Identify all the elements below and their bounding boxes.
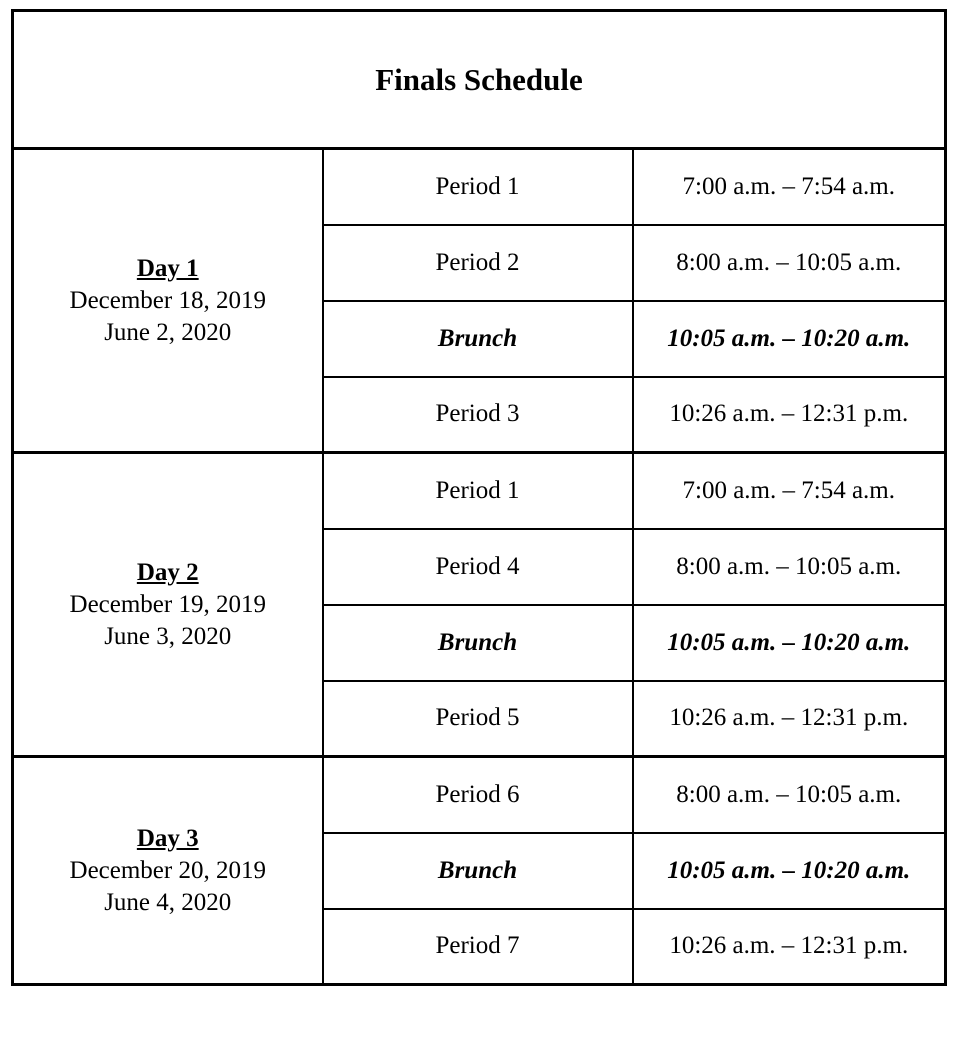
finals-schedule-table [11, 9, 947, 986]
day-name: Day 2 [136, 558, 199, 586]
time-range: 8:00 a.m. – 10:05 a.m. [633, 757, 946, 833]
day-name: Day 1 [136, 254, 199, 282]
period-label: Period 2 [323, 225, 633, 301]
day-name: Day 3 [136, 824, 199, 852]
time-range: 7:00 a.m. – 7:54 a.m. [633, 453, 946, 529]
day-date: December 19, 2019 [69, 590, 266, 618]
time-range: 8:00 a.m. – 10:05 a.m. [633, 529, 946, 605]
period-label: Period 5 [323, 681, 633, 757]
period-label: Period 4 [323, 529, 633, 605]
schedule-row [13, 149, 946, 225]
time-range: 10:05 a.m. – 10:20 a.m. [633, 301, 946, 377]
brunch-label: Brunch [323, 301, 633, 377]
day-date: December 20, 2019 [69, 856, 266, 884]
day-date: June 4, 2020 [104, 888, 232, 916]
day-cell [13, 453, 323, 757]
time-range: 10:26 a.m. – 12:31 p.m. [633, 377, 946, 453]
period-label: Period 6 [323, 757, 633, 833]
period-label: Period 1 [323, 149, 633, 225]
brunch-label: Brunch [323, 605, 633, 681]
period-label: Period 1 [323, 453, 633, 529]
brunch-label: Brunch [323, 833, 633, 909]
time-range: 10:26 a.m. – 12:31 p.m. [633, 909, 946, 985]
day-date: June 3, 2020 [104, 622, 232, 650]
period-label: Period 7 [323, 909, 633, 985]
schedule-row [13, 757, 946, 833]
day-cell [13, 149, 323, 453]
day-date: December 18, 2019 [69, 286, 266, 314]
time-range: 8:00 a.m. – 10:05 a.m. [633, 225, 946, 301]
time-range: 10:26 a.m. – 12:31 p.m. [633, 681, 946, 757]
time-range: 7:00 a.m. – 7:54 a.m. [633, 149, 946, 225]
time-range: 10:05 a.m. – 10:20 a.m. [633, 605, 946, 681]
day-cell [13, 757, 323, 985]
day-date: June 2, 2020 [104, 318, 232, 346]
time-range: 10:05 a.m. – 10:20 a.m. [633, 833, 946, 909]
period-label: Period 3 [323, 377, 633, 453]
schedule-title: Finals Schedule [13, 11, 946, 149]
schedule-row [13, 453, 946, 529]
